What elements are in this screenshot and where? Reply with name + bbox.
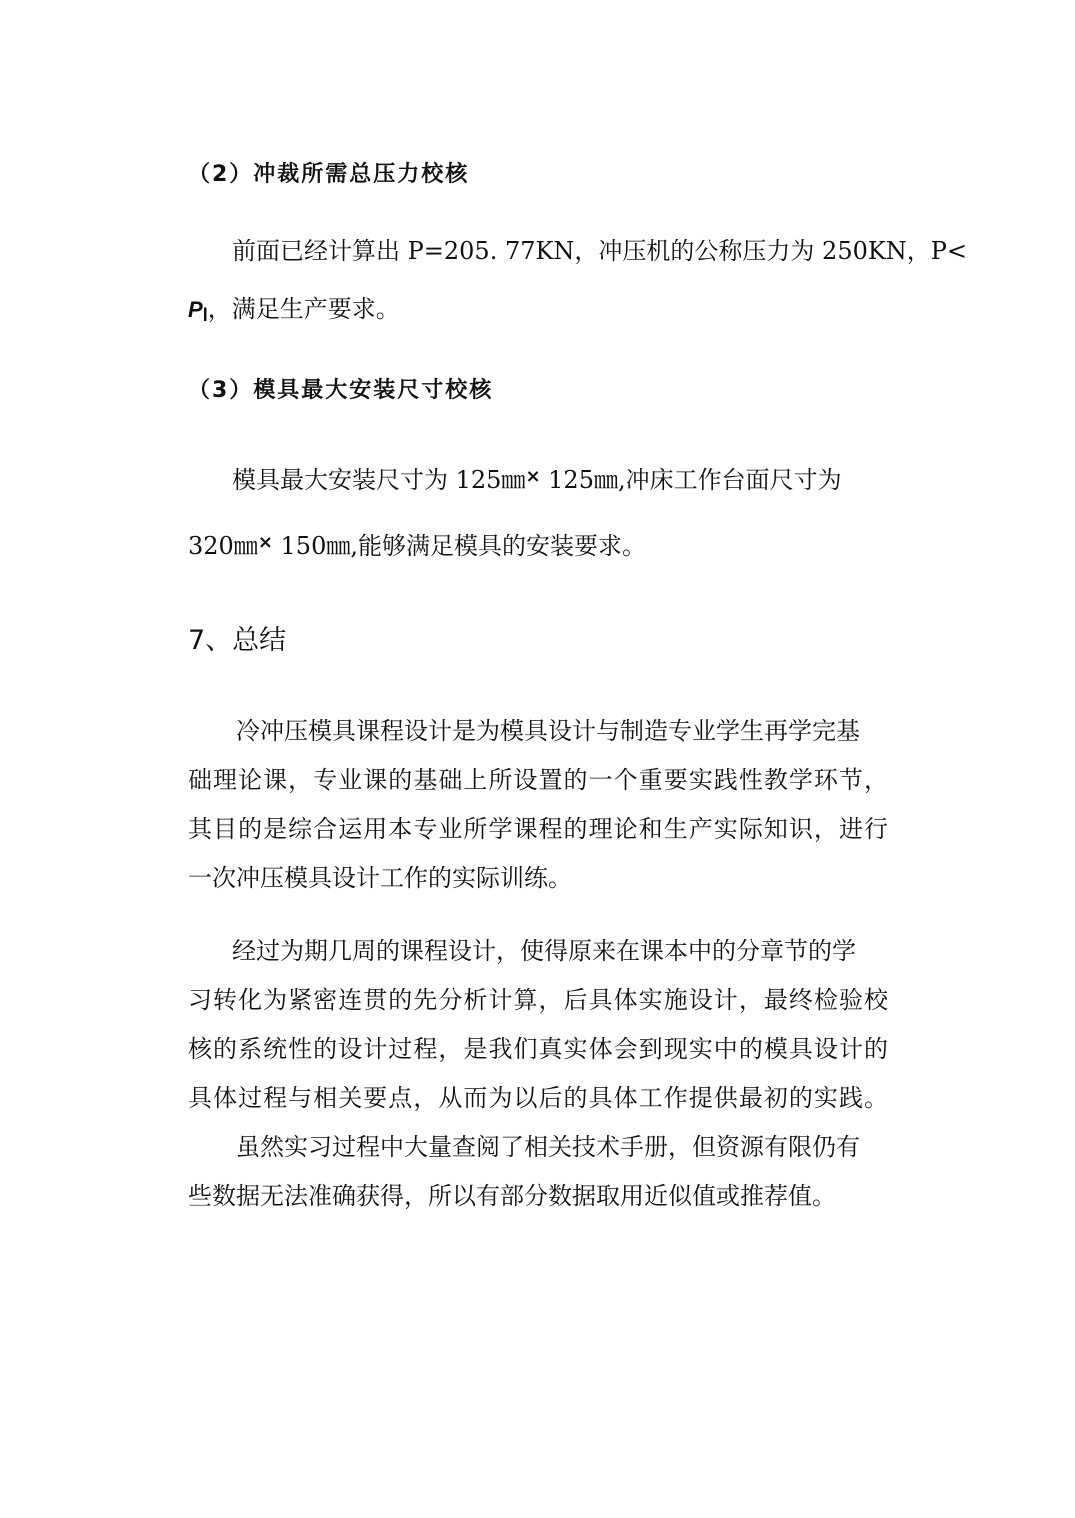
section-3-line-1-b: 125㎜,冲床工作台面尺寸为	[540, 466, 842, 494]
section-2-line-1: 前面已经计算出 P=205. 77KN，冲压机的公称压力为 250KN，P<	[232, 237, 968, 265]
para3-line-2: 些数据无法准确获得，所以有部分数据取用近似值或推荐值。	[188, 1182, 836, 1210]
para2-line-1: 经过为期几周的课程设计，使得原来在课本中的分章节的学	[232, 937, 856, 965]
para1-line-4: 一次冲压模具设计工作的实际训练。	[188, 864, 572, 892]
section-3-line-1-a: 模具最大安装尺寸为 125㎜	[232, 466, 526, 494]
para2-line-3: 核的系统性的设计过程，是我们真实体会到现实中的模具设计的	[188, 1035, 888, 1063]
section-3-line-2-b: 150㎜,能够满足模具的安装要求。	[272, 532, 646, 560]
p1-subscript: l	[202, 305, 208, 325]
p1-symbol: P	[188, 297, 203, 322]
para1-line-3: 其目的是综合运用本专业所学课程的理论和生产实际知识，进行	[188, 815, 888, 843]
section-2-line-2	[188, 294, 888, 330]
section-2-line-2-text: ，满足生产要求。	[207, 295, 400, 323]
section-3-line-1	[232, 462, 888, 495]
section-2-heading: （2）冲裁所需总压力校核	[188, 162, 470, 187]
para3-line-1: 虽然实习过程中大量查阅了相关技术手册，但资源有限仍有	[236, 1133, 860, 1161]
para2-line-2: 习转化为紧密连贯的先分析计算，后具体实施设计，最终检验校	[188, 986, 888, 1014]
section-7-heading: 7、总结	[188, 625, 287, 656]
times-icon: ×	[257, 532, 273, 553]
section-3-line-2	[188, 528, 888, 561]
para2-line-4: 具体过程与相关要点，从而为以后的具体工作提供最初的实践。	[188, 1084, 888, 1112]
times-icon: ×	[525, 466, 541, 487]
section-3-heading: （3）模具最大安装尺寸校核	[188, 378, 494, 403]
para1-line-1: 冷冲压模具课程设计是为模具设计与制造专业学生再学完基	[236, 717, 860, 745]
section-3-line-2-a: 320㎜	[188, 532, 258, 560]
para1-line-2: 础理论课，专业课的基础上所设置的一个重要实践性教学环节，	[188, 766, 888, 794]
